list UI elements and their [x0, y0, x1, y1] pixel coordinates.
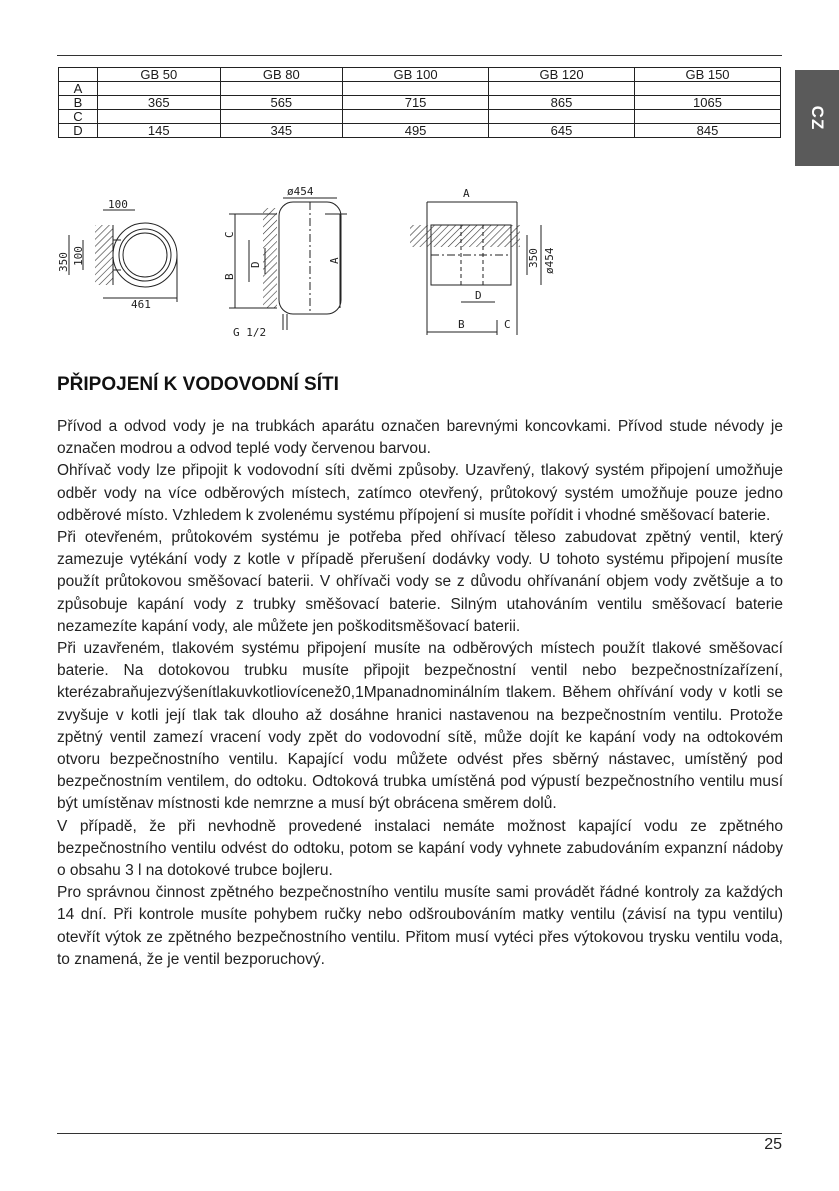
table-cell — [489, 110, 635, 124]
side-view-label-b: B — [458, 318, 465, 331]
front-view-thread: G 1/2 — [233, 326, 267, 339]
table-header-cell: GB 100 — [343, 68, 489, 82]
table-header-cell: GB 150 — [635, 68, 781, 82]
paragraph: Ohřívač vody lze připojit k vodovodní síti dvěmi způsoby. Uzavřený, tlakový systém připojení umožňuje odběr vody na více odběrových místech, zatímco otevřený, průtokový systém umožňuje pouze jedno odběrové místo. Vzhledem k zvolenému systému přípojení si musíte pořídit i vhodné směšovací baterie. — [57, 462, 783, 524]
technical-drawings — [55, 180, 595, 350]
table-cell — [220, 82, 343, 96]
table-cell — [635, 110, 781, 124]
table-cell: 365 — [98, 96, 221, 110]
side-view-label-a: A — [463, 187, 470, 200]
table-cell: 345 — [220, 124, 343, 138]
language-tab — [795, 70, 839, 166]
table-row — [59, 96, 781, 110]
table-cell — [635, 82, 781, 96]
front-view-label-c: C — [223, 231, 236, 238]
header-rule — [57, 55, 782, 56]
side-view-label-d: D — [475, 289, 482, 302]
section-title: PŘIPOJENÍ K VODOVODNÍ SÍTI — [57, 374, 339, 395]
table-cell: 495 — [343, 124, 489, 138]
language-tab-label: CZ — [808, 105, 827, 131]
top-view-drawing — [69, 210, 177, 302]
table-cell: 1065 — [635, 96, 781, 110]
table-cell: 715 — [343, 96, 489, 110]
table-cell — [220, 110, 343, 124]
table-row-label: D — [59, 124, 98, 138]
page-number: 25 — [764, 1136, 782, 1153]
table-row-label: C — [59, 110, 98, 124]
side-view-dim-350: 350 — [527, 248, 540, 268]
paragraph: V případě, že při nevhodně provedené instalaci nemáte možnost kapající vodu ze zpětného bezpečnostního ventilu odvést do odtoku, potom se kapání vody vyhnete zabudováním expanzní nádoby o obsahu 3 l na dotokové trubce bojleru. — [57, 817, 783, 880]
table-row — [59, 110, 781, 124]
table-row — [59, 82, 781, 96]
paragraph: Při otevřeném, průtokovém systému je potřeba před ohřívací těleso zabudovat zpětný ventil, který zamezuje vytékání vody z kotle v případě přerušení dodávky vody. U tohoto systému připojení musíte použít průtokovou směšovací baterii. V ohřívači vody se z důvodu ohřívanání objem vody zvětšuje a to způsobuje kapání vody z trubky směšovací baterie. Silným utahováním ventilu směšovací baterie nezamezíte kapání vody, ale můžete jen poškoditsměšovací baterii. — [57, 529, 783, 635]
table-header-cell: GB 120 — [489, 68, 635, 82]
table-cell: 845 — [635, 124, 781, 138]
table-cell — [98, 82, 221, 96]
top-view-dim-100-top: 100 — [108, 198, 128, 211]
front-view-label-a: A — [328, 257, 341, 264]
table-cell — [98, 110, 221, 124]
table-header-cell — [59, 68, 98, 82]
table-cell: 565 — [220, 96, 343, 110]
table-cell: 645 — [489, 124, 635, 138]
top-view-dim-350: 350 — [57, 252, 70, 272]
paragraph: Pro správnou činnost zpětného bezpečnostního ventilu musíte sami provádět řádné kontroly za každých 14 dní. Při kontrole musíte pohybem ručky nebo odšroubováním matky ventilu (závisí na typu ventilu) otevřít výtok ze zpětného bezpečnostního ventilu. Přitom musí vytéci přes výtokovou trysku ventilu voda, to znamená, že je ventil bezporuchový. — [57, 884, 783, 968]
table-cell — [343, 110, 489, 124]
section-body — [57, 416, 783, 971]
table-row — [59, 124, 781, 138]
front-view-label-d: D — [249, 261, 262, 268]
top-view-dim-100-side: 100 — [72, 246, 85, 266]
table-cell: 145 — [98, 124, 221, 138]
side-view-diameter: ø454 — [543, 247, 556, 274]
side-view-drawing — [410, 202, 541, 335]
paragraph: Při uzavřeném, tlakovém systému připojení musíte na odběrových místech použít tlakové směšovací baterie. Na dotokovou trubku musíte připojit bezpečnostní ventil nebo bezpečnostnízařízení, kterézabraňujezvýšenítlakuvkotliovícenež0,1Mpanadnominálním tlakem. Během ohřívání vody v kotli se zvyšuje v kotli její tlak tak dlouho až dosáhne hranici nastavenou na bezpečnostním ventilu. Protože zpětný ventil zamezí vracení vody zpět do vodovodní sítě, může dojít ke kapání vody na odtokovém otvoru bezpečnostního ventilu. Kapající vodu můžete odvést přes sběrný nástavec, umístěný pod bezpečnostním ventilem, do odtoku. Odtoková trubka umístěná pod výpustí bezpečnostního ventilu musí být umístěnav místnosti kde nemrzne a musí být obrácena směrem dolů. — [57, 640, 783, 813]
table-header-cell: GB 80 — [220, 68, 343, 82]
table-row-label: B — [59, 96, 98, 110]
side-view-label-c: C — [504, 318, 511, 331]
table-cell — [489, 82, 635, 96]
top-view-dim-461: 461 — [131, 298, 151, 311]
paragraph: Přívod a odvod vody je na trubkách aparátu označen barevnými koncovkami. Přívod stude névody je označen modrou a odvod teplé vody červenou barvou. — [57, 418, 783, 458]
table-cell: 865 — [489, 96, 635, 110]
table-cell — [343, 82, 489, 96]
dimensions-table — [58, 67, 781, 138]
table-row-label: A — [59, 82, 98, 96]
front-view-diameter: ø454 — [287, 185, 314, 198]
front-view-label-b: B — [223, 273, 236, 280]
footer-rule — [57, 1133, 782, 1134]
table-header-row — [59, 68, 781, 82]
table-header-cell: GB 50 — [98, 68, 221, 82]
